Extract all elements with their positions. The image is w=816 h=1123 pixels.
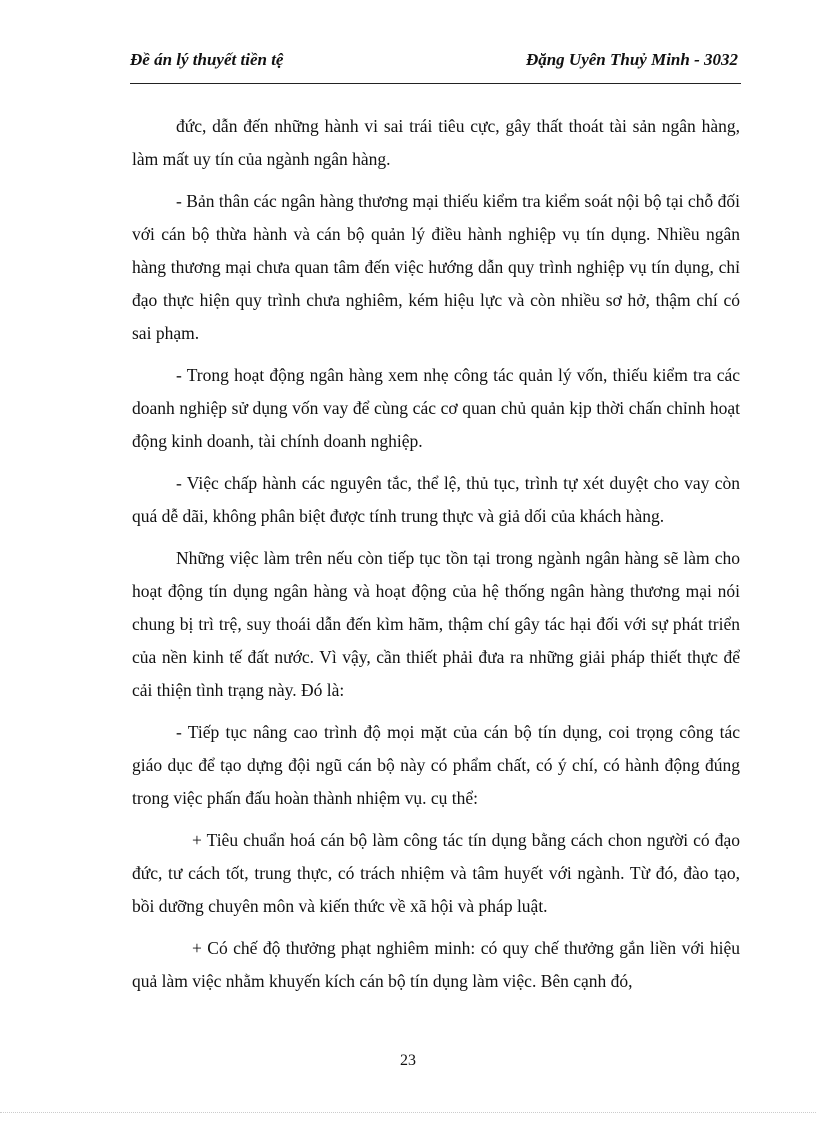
paragraph-7: + Tiêu chuẩn hoá cán bộ làm công tác tín dụng bằng cách chon người có đạo đức, tư cách tốt, trung thực, có trách nhiệm và tâm huyết với ngành. Từ đó, đào tạo, bồi dưỡng chuyên môn và kiến thức về xã hội và pháp luật. [132, 830, 740, 916]
paragraph-2: - Bản thân các ngân hàng thương mại thiếu kiểm tra kiểm soát nội bộ tại chỗ đối với cán bộ thừa hành và cán bộ quản lý điều hành nghiệp vụ tín dụng. Nhiều ngân hàng thương mại chưa quan tâm đến việc hướng dẫn quy trình nghiệp vụ tín dụng, chỉ đạo thực hiện quy trình chưa nghiêm, kém hiệu lực và còn nhiều sơ hở, thậm chí có sai phạm. [132, 191, 740, 343]
header-author: Đặng Uyên Thuỷ Minh - 3032 [525, 50, 738, 69]
body-text [132, 110, 740, 1007]
paragraph-4: - Việc chấp hành các nguyên tắc, thể lệ, thủ tục, trình tự xét duyệt cho vay còn quá dễ dãi, không phân biệt được tính trung thực và giả dối của khách hàng. [132, 473, 740, 526]
paragraph-8: + Có chế độ thưởng phạt nghiêm minh: có quy chế thưởng gắn liền với hiệu quả làm việc nhằm khuyến kích cán bộ tín dụng làm việc. Bên cạnh đó, [132, 938, 740, 991]
paragraph-1: đức, dẫn đến những hành vi sai trái tiêu cực, gây thất thoát tài sản ngân hàng, làm mất uy tín của ngành ngân hàng. [132, 116, 740, 169]
paragraph-3: - Trong hoạt động ngân hàng xem nhẹ công tác quản lý vốn, thiếu kiểm tra các doanh nghiệp sử dụng vốn vay để cùng các cơ quan chủ quản kịp thời chấn chỉnh hoạt động kinh doanh, tài chính doanh nghiệp. [132, 365, 740, 451]
header-title: Đề án lý thuyết tiền tệ [130, 50, 284, 69]
paragraph-6: - Tiếp tục nâng cao trình độ mọi mặt của cán bộ tín dụng, coi trọng công tác giáo dục để tạo dựng đội ngũ cán bộ này có phẩm chất, có ý chí, có hành động đúng trong việc phấn đấu hoàn thành nhiệm vụ. cụ thể: [132, 722, 740, 808]
page-number: 23 [400, 1052, 416, 1069]
page-header [130, 50, 738, 80]
paragraph-5: Những việc làm trên nếu còn tiếp tục tồn tại trong ngành ngân hàng sẽ làm cho hoạt động tín dụng ngân hàng và hoạt động của hệ thống ngân hàng thương mại nói chung bị trì trệ, suy thoái dẫn đến kìm hãm, thậm chí gây tác hại đối với sự phát triển của nền kinh tế đất nước. Vì vậy, cần thiết phải đưa ra những giải pháp thiết thực để cải thiện tình trạng này. Đó là: [132, 548, 740, 700]
page-bottom-edge [0, 1112, 816, 1113]
header-divider [130, 83, 741, 84]
